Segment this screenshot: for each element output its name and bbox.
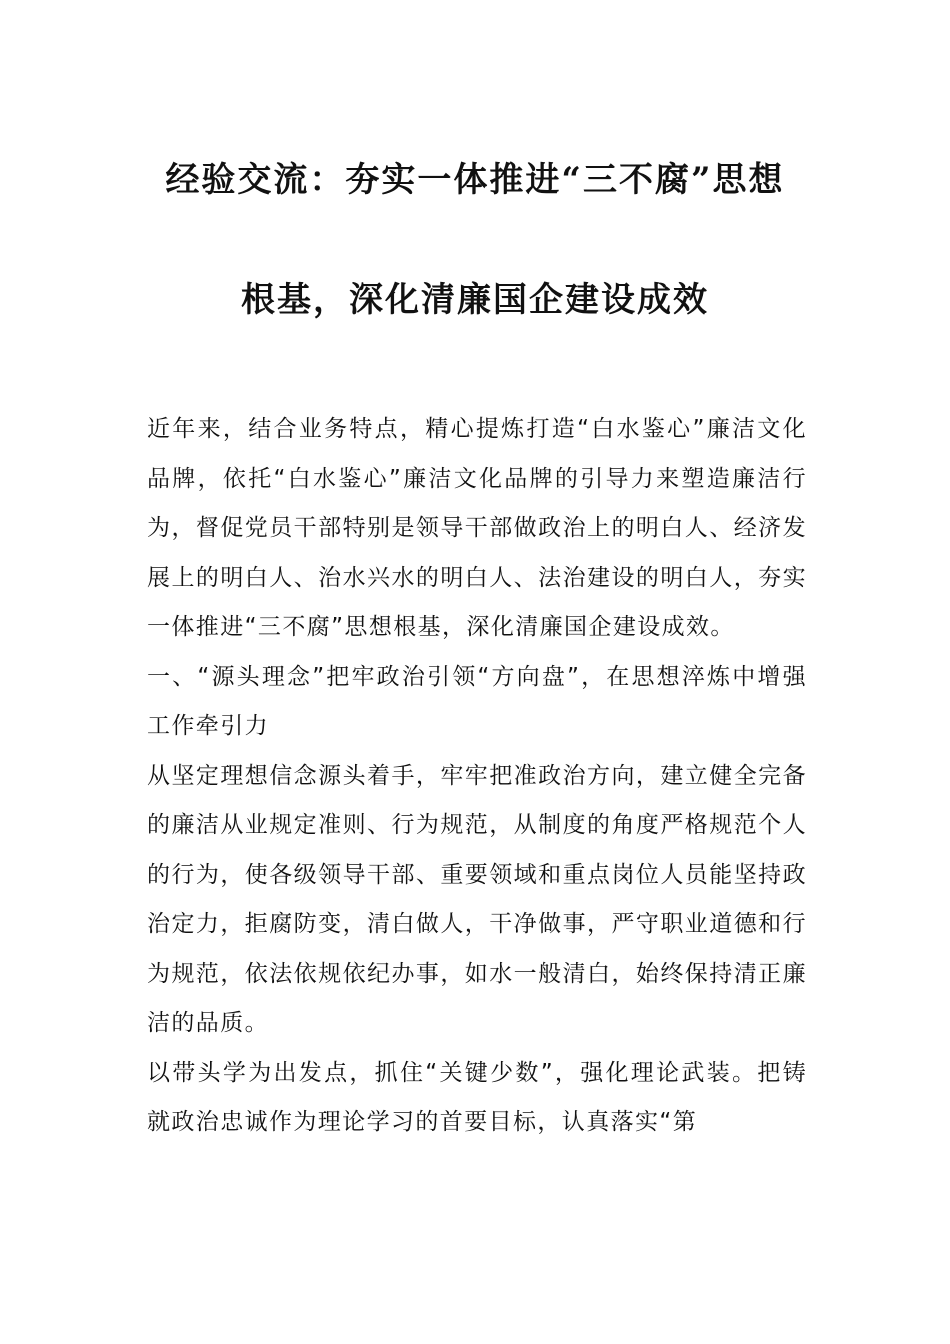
paragraph-intro: 近年来，结合业务特点，精心提炼打造“白水鉴心”廉洁文化品牌，依托“白水鉴心”廉洁文化品牌的引导力来塑造廉洁行为，督促党员干部特别是领导干部做政治上的明白人、经济发展上的明白人、治水兴水的明白人、法治建设的明白人，夯实一体推进“三不腐”思想根基，深化清廉国企建设成效。 (147, 416, 807, 640)
document-body (147, 405, 807, 1148)
document-title-line-1: 经验交流：夯实一体推进“三不腐”思想 (165, 160, 785, 200)
paragraph-study: 以带头学为出发点，抓住“关键少数”，强化理论武装。把铸就政治忠诚作为理论学习的首要目标，认真落实“第 (147, 1059, 807, 1135)
paragraph-section-1: 从坚定理想信念源头着手，牢牢把准政治方向，建立健全完备的廉洁从业规定准则、行为规范，从制度的角度严格规范个人的行为，使各级领导干部、重要领域和重点岗位人员能坚持政治定力，拒腐防变，清白做人，干净做事，严守职业道德和行为规范，依法依规依纪办事，如水一般清白，始终保持清正廉洁的品质。 (147, 762, 807, 1036)
document-title-line-2: 根基，深化清廉国企建设成效 (241, 280, 709, 320)
section-heading-1: 一、“源头理念”把牢政治引领“方向盘”，在思想淬炼中增强工作牵引力 (147, 663, 807, 739)
